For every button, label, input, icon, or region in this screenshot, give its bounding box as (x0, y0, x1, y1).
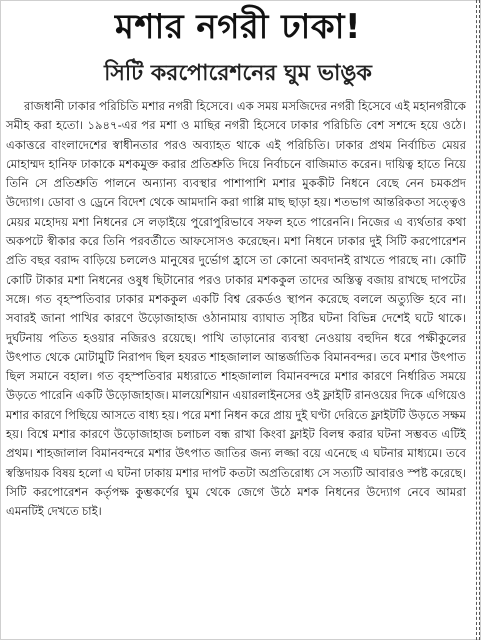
subheadline: সিটি করপোরেশনের ঘুম ভাঙুক (104, 61, 372, 86)
article-paragraph: রাজধানী ঢাকার পরিচিতি মশার নগরী হিসেবে। এক সময় মসজিদের নগরী হিসেবে এই মহানগরীকে সমীহ করা হতো। ১৯৪৭-এর পর মশা ও মাছির নগরী হিসেবে ঢাকার পরিচিতি বেশ সশব্দে হয়ে ওঠে। একাত্তরে বাংলাদেশের স্বাধীনতার পরও অব্যাহত থাকে এই পরিচিতি। ঢাকার প্রথম নির্বাচিত মেয়র মোহাম্মদ হানিফ ঢাকাকে মশকমুক্ত করার প্রতিশ্রুতি দিয়ে নির্বাচনে বাজিমাত করেন। দায়িত্ব হাতে নিয়ে তিনি সে প্রতিশ্রুতি পালনে অন্যান্য ব্যবস্থার পাশাপাশি মশার মুককীট নিধনে বেছে নেন চমকপ্রদ উদ্যোগ। ডোবা ও ড্রেনে বিদেশ থেকে আমদানি করা গাপ্পি মাছ ছাড়া হয়। শতভাগ আন্তরিকতা সত্ত্বেও মেয়র মহোদয় মশা নিধনের সে লড়াইয়ে পুরোপুরিভাবে সফল হতে পারেননি। নিজের এ ব্যর্থতার কথা অকপটে স্বীকার করে তিনি পরবর্তীতে আফসোসও করেছেন। মশা নিধনে ঢাকার দুই সিটি করপোরেশন প্রতি বছর বরাদ্দ বাড়িয়ে চললেও মানুষের দুর্ভোগ হ্রাসে তা কোনো অবদানই রাখতে পারছে না। কোটি কোটি টাকার মশা নিধনের ওষুধ ছিটানোর পরও ঢাকার মশককুল তাদের অস্তিত্ব বজায় রাখছে দাপটের সঙ্গে। গত বৃহস্পতিবার ঢাকার মশককুল একটি বিশ্ব রেকর্ডও স্থাপন করেছে বললে অত্যুক্তি হবে না। সবারই জানা পাখির কারণে উড়োজাহাজ ওঠানামায় ব্যাঘাত সৃষ্টির ঘটনা বিভিন্ন দেশেই ঘটে থাকে। দুর্ঘটনায় পতিত হওয়ার নজিরও রয়েছে। পাখি তাড়ানোর ব্যবস্থা নেওয়ায় বহুদিন ধরে পক্ষীকুলের উৎপাত থেকে মোটামুটি নিরাপদ ছিল হযরত শাহজালাল আন্তর্জাতিক বিমানবন্দর। তবে মশার উৎপাত ছিল সমানে বহাল। গত বৃহস্পতিবার মধ্যরাতে শাহজালাল বিমানবন্দরে মশার কারণে নির্ধারিত সময়ে উড়তে পারেনি একটি উড়োজাহাজ। মালয়েশিয়ান এয়ারলাইনসের ওই ফ্লাইটি রানওয়ের দিকে এগিয়েও মশার কারণে পিছিয়ে আসতে বাধ্য হয়। পরে মশা নিধন করে প্রায় দুই ঘণ্টা দেরিতে ফ্লাইটটি উড়তে সক্ষম হয়। বিশ্বে মশার কারণে উড়োজাহাজ চলাচল বন্ধ রাখা কিংবা ফ্লাইট বিলম্ব করার ঘটনা সম্ভবত এটিই প্রথম। শাহজালাল বিমানবন্দরে মশার উৎপাত জাতির জন্য লজ্জা বয়ে এনেছে এ ঘটনার মাধ্যমে। তবে স্বস্তিদায়ক বিষয় হলো এ ঘটনা ঢাকায় মশার দাপট কতটা অপ্রতিরোধ্য সে সত্যটি আবারও স্পষ্ট করেছে। সিটি করপোরেশন কর্তৃপক্ষ কুম্ভকর্ণের ঘুম থেকে জেগে উঠে মশক নিধনের উদ্যোগ নেবে আমরা এমনটিই দেখতে চাই। (6, 99, 466, 519)
headline: মশার নগরী ঢাকা! (115, 7, 361, 47)
article-body (6, 97, 466, 522)
column-rule (476, 0, 480, 640)
